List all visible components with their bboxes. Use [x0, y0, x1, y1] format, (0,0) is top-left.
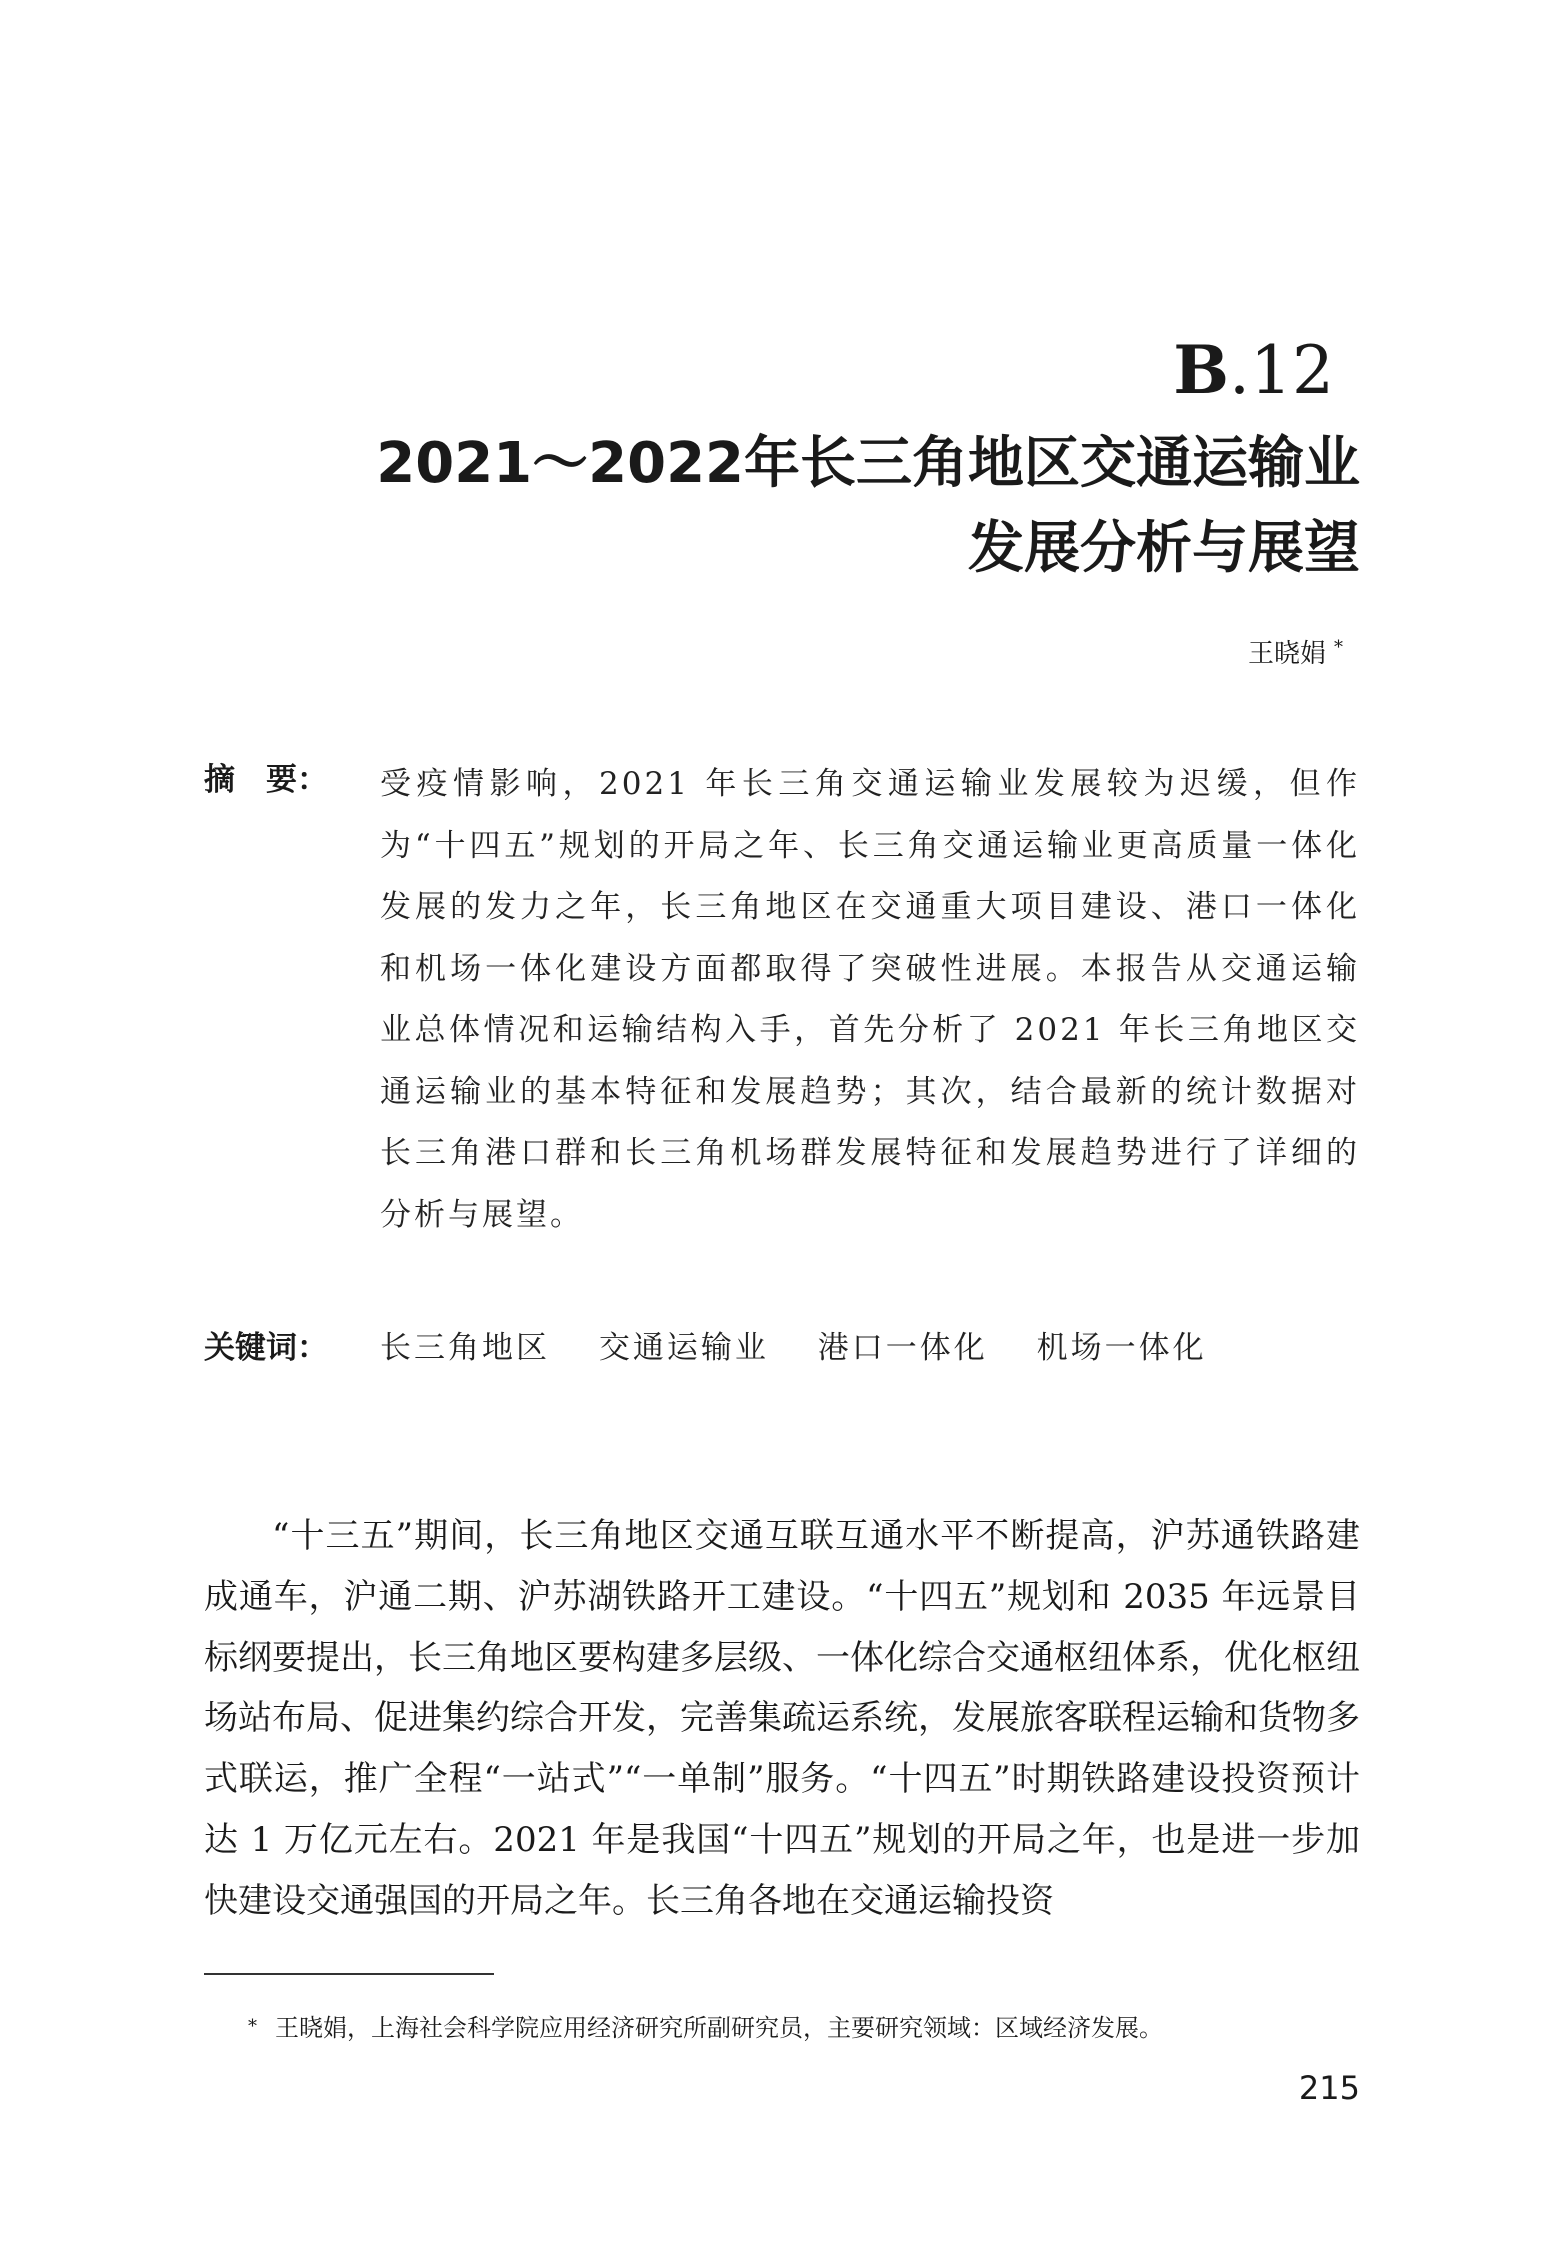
author-footnote-mark: * [1334, 637, 1343, 658]
chapter-number: .12 [1229, 332, 1334, 409]
keywords-list [380, 1326, 1243, 1370]
keyword-item: 港口一体化 [817, 1330, 988, 1366]
page-number: 215 [1298, 2069, 1360, 2107]
footnote [248, 2010, 1163, 2045]
keywords-label: 关键词： [204, 1330, 328, 1366]
abstract-text: 受疫情影响，2021 年长三角交通运输业发展较为迟缓，但作为“十四五”规划的开局之年、长三角交通运输业更高质量一体化发展的发力之年，长三角地区在交通重大项目建设、港口一体化和机场一体化建设方面都取得了突破性进展。本报告从交通运输业总体情况和运输结构入手，首先分析了 2021 年长三角地区交通运输业的基本特征和发展趋势；其次，结合最新的统计数据对长三角港口群和长三角机场群发展特征和发展趋势进行了详细的分析与展望。 [380, 766, 1360, 1233]
keyword-item: 长三角地区 [380, 1330, 550, 1366]
footnote-divider [204, 1973, 494, 1975]
keyword-item: 机场一体化 [1036, 1330, 1207, 1366]
body-paragraph: “十三五”期间，长三角地区交通互联互通水平不断提高，沪苏通铁路建成通车，沪通二期、沪苏湖铁路开工建设。“十四五”规划和 2035 年远景目标纲要提出，长三角地区要构建多层级、一体化综合交通枢纽体系，优化枢纽场站布局、促进集约综合开发，完善集疏运系统，发展旅客联程运输和货物多式联运，推广全程“一站式”“一单制”服务。“十四五”时期铁路建设投资预计达 1 万亿元左右。2021 年是我国“十四五”规划的开局之年，也是进一步加快建设交通强国的开局之年。长三角各地在交通运输投资 [204, 1516, 1360, 1921]
chapter-letter: B [1173, 331, 1230, 409]
footnote-text: 王晓娟，上海社会科学院应用经济研究所副研究员，主要研究领域：区域经济发展。 [275, 2014, 1163, 2042]
page-title-line-2: 发展分析与展望 [968, 516, 1360, 581]
author-name: 王晓娟 [1247, 639, 1326, 669]
keyword-item: 交通运输业 [598, 1330, 769, 1366]
page-title-line-1: 2021～2022年长三角地区交通运输业 [376, 431, 1360, 496]
footnote-mark: * [248, 2016, 257, 2037]
chapter-label [1173, 330, 1334, 411]
abstract-label: 摘 要： [204, 762, 328, 798]
